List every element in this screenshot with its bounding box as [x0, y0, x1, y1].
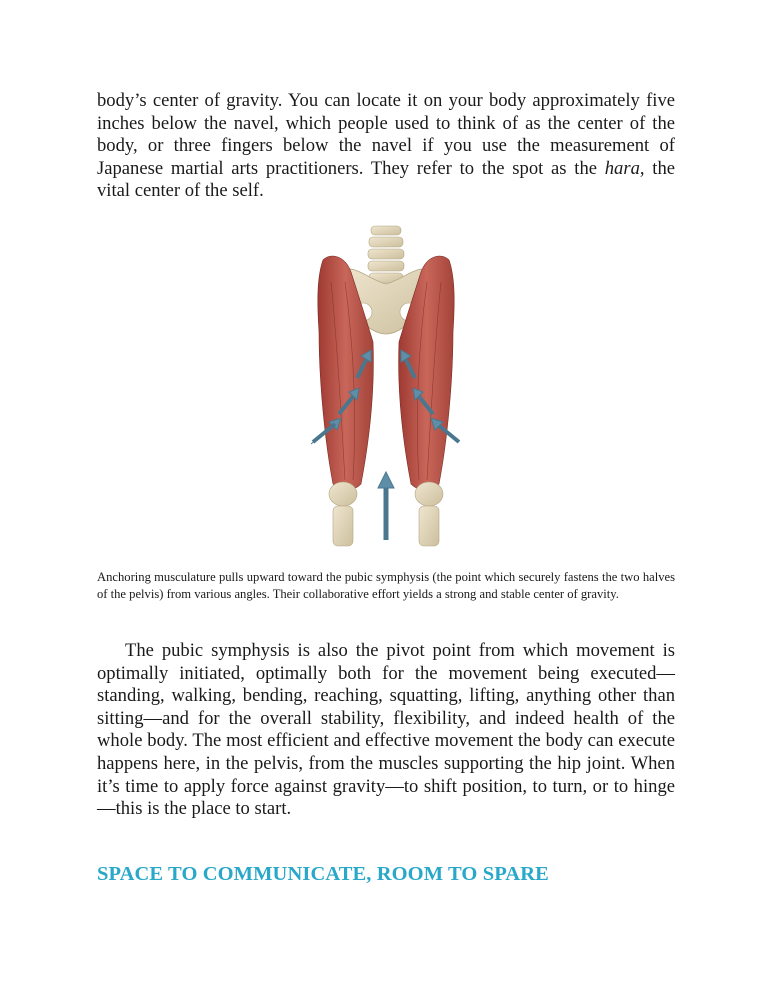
pelvis-muscles-figure — [311, 222, 461, 547]
body-paragraph-1 — [97, 90, 675, 203]
emphasis-term: hara — [604, 157, 640, 179]
paragraph-text: body’s center of gravity. You can locate it on your body approximately five inches below the navel, which people used to think of as the center of the body, or three fingers below the navel if you use the measurement of Japanese martial arts practitioners. They refer to the spot as the — [97, 90, 675, 179]
paragraph-text-end: , the vital center of the self. — [97, 157, 676, 202]
spine — [368, 226, 404, 283]
figure-caption: Anchoring musculature pulls upward toward the pubic symphysis (the point which securely fastens the two halves of the pelvis) from various angles. Their collaborative effort yields a strong and stable center of gravity. — [97, 570, 675, 601]
pelvis-leg-muscles-illustration-icon — [311, 222, 461, 547]
body-paragraph-2: The pubic symphysis is also the pivot point from which movement is optimally initiated, optimally both for the movement being executed—standing, walking, bending, reaching, squatting, lifting, anything other than sitting—and for the overall stability, flexibility, and indeed health of the whole body. The most efficient and effective movement the body can execute happens here, in the pelvis, from the muscles supporting the hip joint. When it’s time to apply force against gravity—to shift position, to turn, or to hinge—this is the place to start. — [97, 640, 675, 820]
section-heading: SPACE TO COMMUNICATE, ROOM TO SPARE — [97, 863, 549, 885]
